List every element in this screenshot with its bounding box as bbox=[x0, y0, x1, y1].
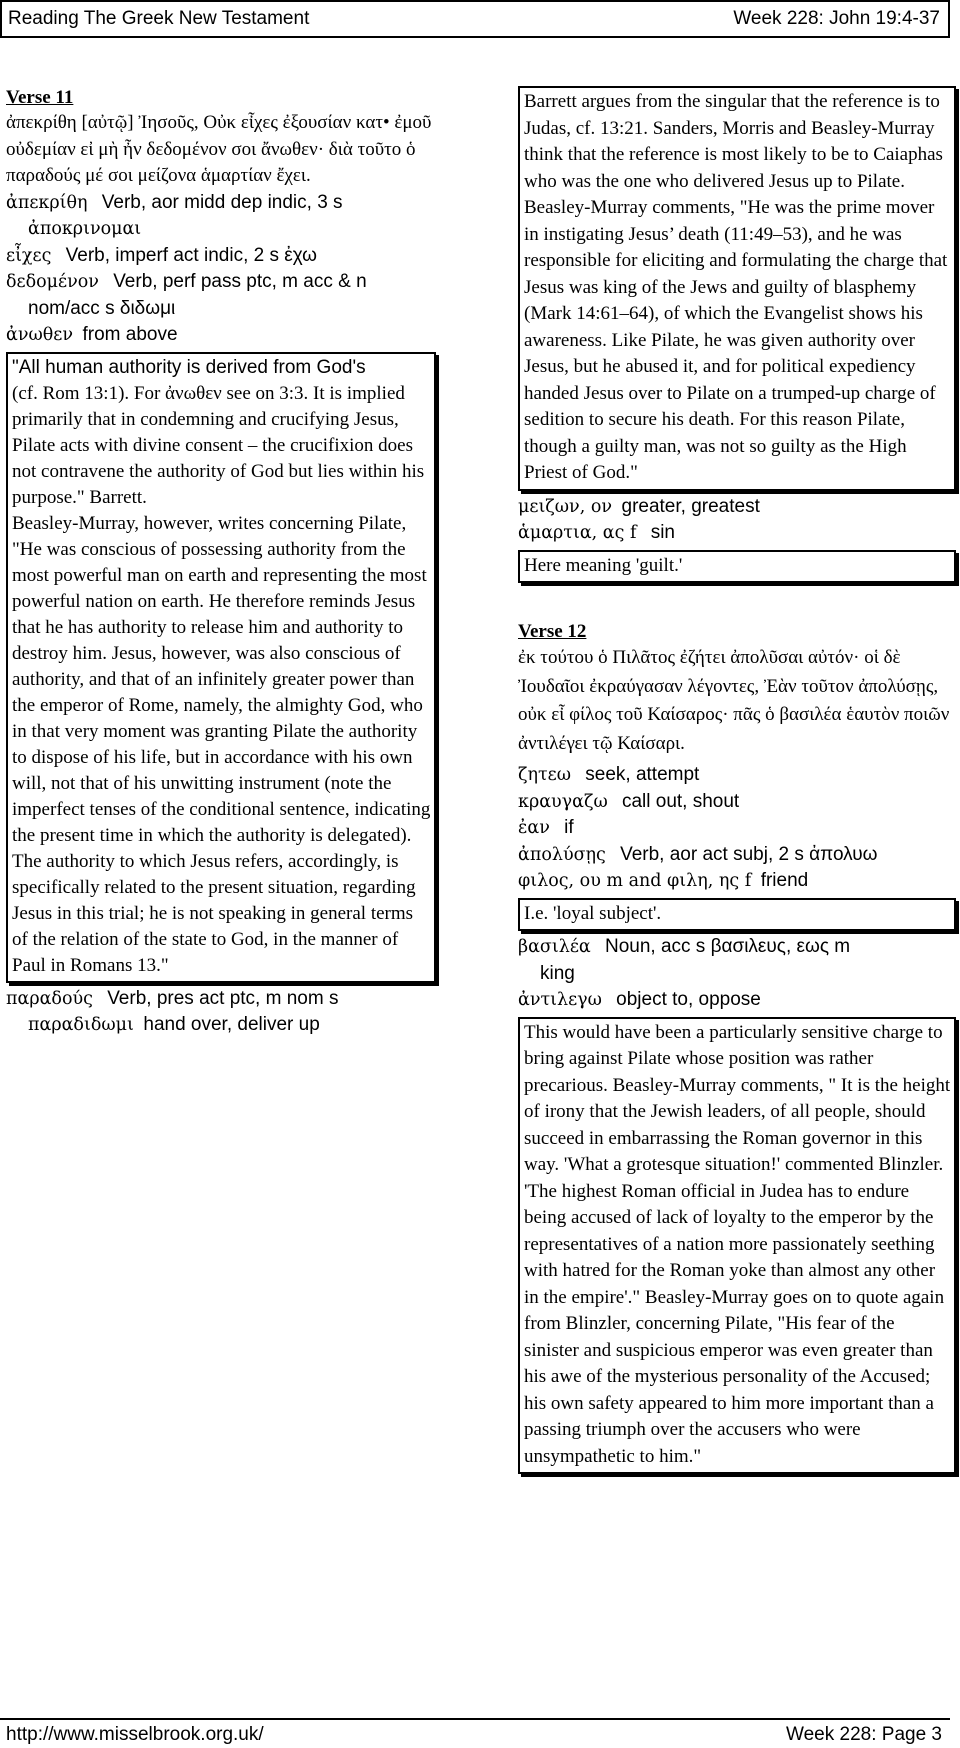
commentary-box-blinzler: This would have been a particularly sensitive charge to bring against Pilate whose position was rather precarious. Beasley-Murray comments, " It is the height of irony that the Jewish leaders, of all people, should succeed in embarrassing the Roman governor in this way. 'What a grotesque situation!' commented Blinzler. 'The highest Roman official in Judea has to endure being accused of lack of loyalty to the emperor by the representatives of a nation more passionately seething with hatred for the Roman yoke than almost any other in the empire'." Beasley-Murray goes on to quote again from Blinzler, concerning Pilate, "His fear of the sinister and suspicious emperor was even greater than his awe of the mysterious personality of the Accused; his own safety appeared to him more important than a passing triumph over the accusers who were unsympathetic to him." bbox=[518, 1017, 956, 1475]
verse-11-title: Verse 11 bbox=[6, 87, 74, 108]
vocab-entry: ἀπολύσῃς Verb, aor act subj, 2 s ἀπολυω bbox=[518, 843, 878, 865]
vocab-entry-cont: παραδιδωμι hand over, deliver up bbox=[28, 1014, 320, 1035]
vocab-entry: ἀνωθεν from above bbox=[6, 324, 178, 345]
left-column bbox=[6, 86, 436, 1039]
footer-page: Week 228: Page 3 bbox=[786, 1724, 942, 1745]
vocab-entry: εἶχες Verb, imperf act indic, 2 s ἐχω bbox=[6, 244, 318, 266]
vocab-entry: ἀπεκρίθη Verb, aor midd dep indic, 3 s bbox=[6, 191, 343, 213]
page-header bbox=[0, 0, 950, 38]
note-lead: "All human authority is derived from God's bbox=[12, 356, 366, 378]
header-title: Reading The Greek New Testament bbox=[8, 8, 310, 29]
vocab-entry: βασιλέα Noun, acc s βασιλευς, εως m bbox=[518, 936, 851, 957]
vocab-entry-cont: king bbox=[540, 962, 575, 984]
footer-url[interactable]: http://www.misselbrook.org.uk/ bbox=[6, 1724, 264, 1745]
vocab-entry: κραυγαζω call out, shout bbox=[518, 790, 740, 812]
right-column bbox=[518, 86, 956, 1477]
verse-11-vocab-3 bbox=[518, 494, 956, 547]
verse-12-vocab-2 bbox=[518, 934, 956, 1014]
vocab-entry: δεδομένον Verb, perf pass ptc, m acc & n bbox=[6, 271, 367, 292]
verse-11-greek: ἀπεκρίθη [αὐτῷ] Ἰησοῦς, Οὐκ εἶχες ἐξουσίαν κατ• ἐμοῦ οὐδεμίαν εἰ μὴ ἦν δεδομένον σοι ἄνωθεν· διὰ τοῦτο ὁ παραδούς μέ σοι μείζονα ἁμαρτίαν ἔχει. bbox=[6, 112, 432, 186]
vocab-entry-cont: nom/acc s διδωμι bbox=[28, 297, 176, 319]
verse-12-greek: ἐκ τούτου ὁ Πιλᾶτος ἐζήτει ἀπολῦσαι αὐτόν· οἱ δὲ Ἰουδαῖοι ἐκραύγασαν λέγοντες, Ἐὰν τοῦτον ἀπολύσῃς, οὐκ εἶ φίλος τοῦ Καίσαρος· πᾶς ὁ βασιλέα ἑαυτὸν ποιῶν ἀντιλέγει τῷ Καίσαρι. bbox=[518, 647, 950, 754]
vocab-entry: ἁμαρτια, ας f sin bbox=[518, 522, 675, 543]
commentary-box-caiaphas: Barrett argues from the singular that the reference is to Judas, cf. 13:21. Sanders, Morris and Beasley-Murray think that the reference is most likely to be to Caiaphas who was the one who delivered Jesus up to Pilate. Beasley-Murray comments, "He was the prime mover in instigating Jesus’ death (11:49–53), and he was responsible for eliciting and formulating the charge that Jesus was king of the Jews and guilty of blasphemy (Mark 14:61–64), of which the Evangelist shows his awareness. Like Pilate, he was given authority over Jesus, but he abused it, and for political expediency handed Jesus over to Pilate on a trumped-up charge of sedition to secure his death. For this reason Pilate, though a guilty man, was not so guilty as the High Priest of God." bbox=[518, 86, 956, 491]
note-body: (cf. Rom 13:1). For ἀνωθεν see on 3:3. It is implied primarily that in condemning and crucifying Jesus, Pilate acts with divine consent – the crucifixion does not contravene the authority of God but lies within his purpose." Barrett. bbox=[12, 382, 425, 508]
commentary-box-guilt: Here meaning 'guilt.' bbox=[518, 550, 956, 584]
note-body-2: Beasley-Murray, however, writes concerning Pilate, "He was conscious of possessing authority from the most powerful man on earth and representing the most powerful nation on earth. He therefore reminds Jesus that he has authority to release him and authority to destroy him. Jesus, however, was also conscious of authority, and that of an infinitely greater power than the emperor of Rome, namely, the almighty God, who in that very moment was granting Pilate the authority to dispose of his life, but in accordance with his own will, not that of his unwitting instrument (note the imperfect tenses of the conditional sentence, indicating the present time in which the authority is delegated). The authority to which Jesus refers, accordingly, is specifically related to the present situation, regarding Jesus in this trial; he is not speaking in general terms of the relation of the state to God, in the manner of Paul in Romans 13." bbox=[12, 512, 431, 976]
commentary-box-authority bbox=[6, 352, 436, 983]
commentary-box-loyal-subject: I.e. 'loyal subject'. bbox=[518, 898, 956, 932]
vocab-entry: μειζων, ον greater, greatest bbox=[518, 495, 760, 517]
verse-12-vocab bbox=[518, 762, 956, 895]
verse-11-vocab bbox=[6, 190, 436, 349]
header-week: Week 228: John 19:4-37 bbox=[733, 8, 940, 29]
page-footer bbox=[0, 1718, 950, 1748]
vocab-entry: ζητεω seek, attempt bbox=[518, 764, 700, 785]
vocab-entry: ἀντιλεγω object to, oppose bbox=[518, 989, 761, 1010]
vocab-entry: φιλος, ου m and φιλη, ης f friend bbox=[518, 870, 809, 891]
vocab-entry: παραδούς Verb, pres act ptc, m nom s bbox=[6, 987, 339, 1009]
verse-11-vocab-2 bbox=[6, 986, 436, 1039]
vocab-entry-cont: ἀποκρινομαι bbox=[28, 219, 142, 239]
verse-12-title: Verse 12 bbox=[518, 621, 587, 642]
vocab-entry: ἐαν if bbox=[518, 817, 574, 838]
